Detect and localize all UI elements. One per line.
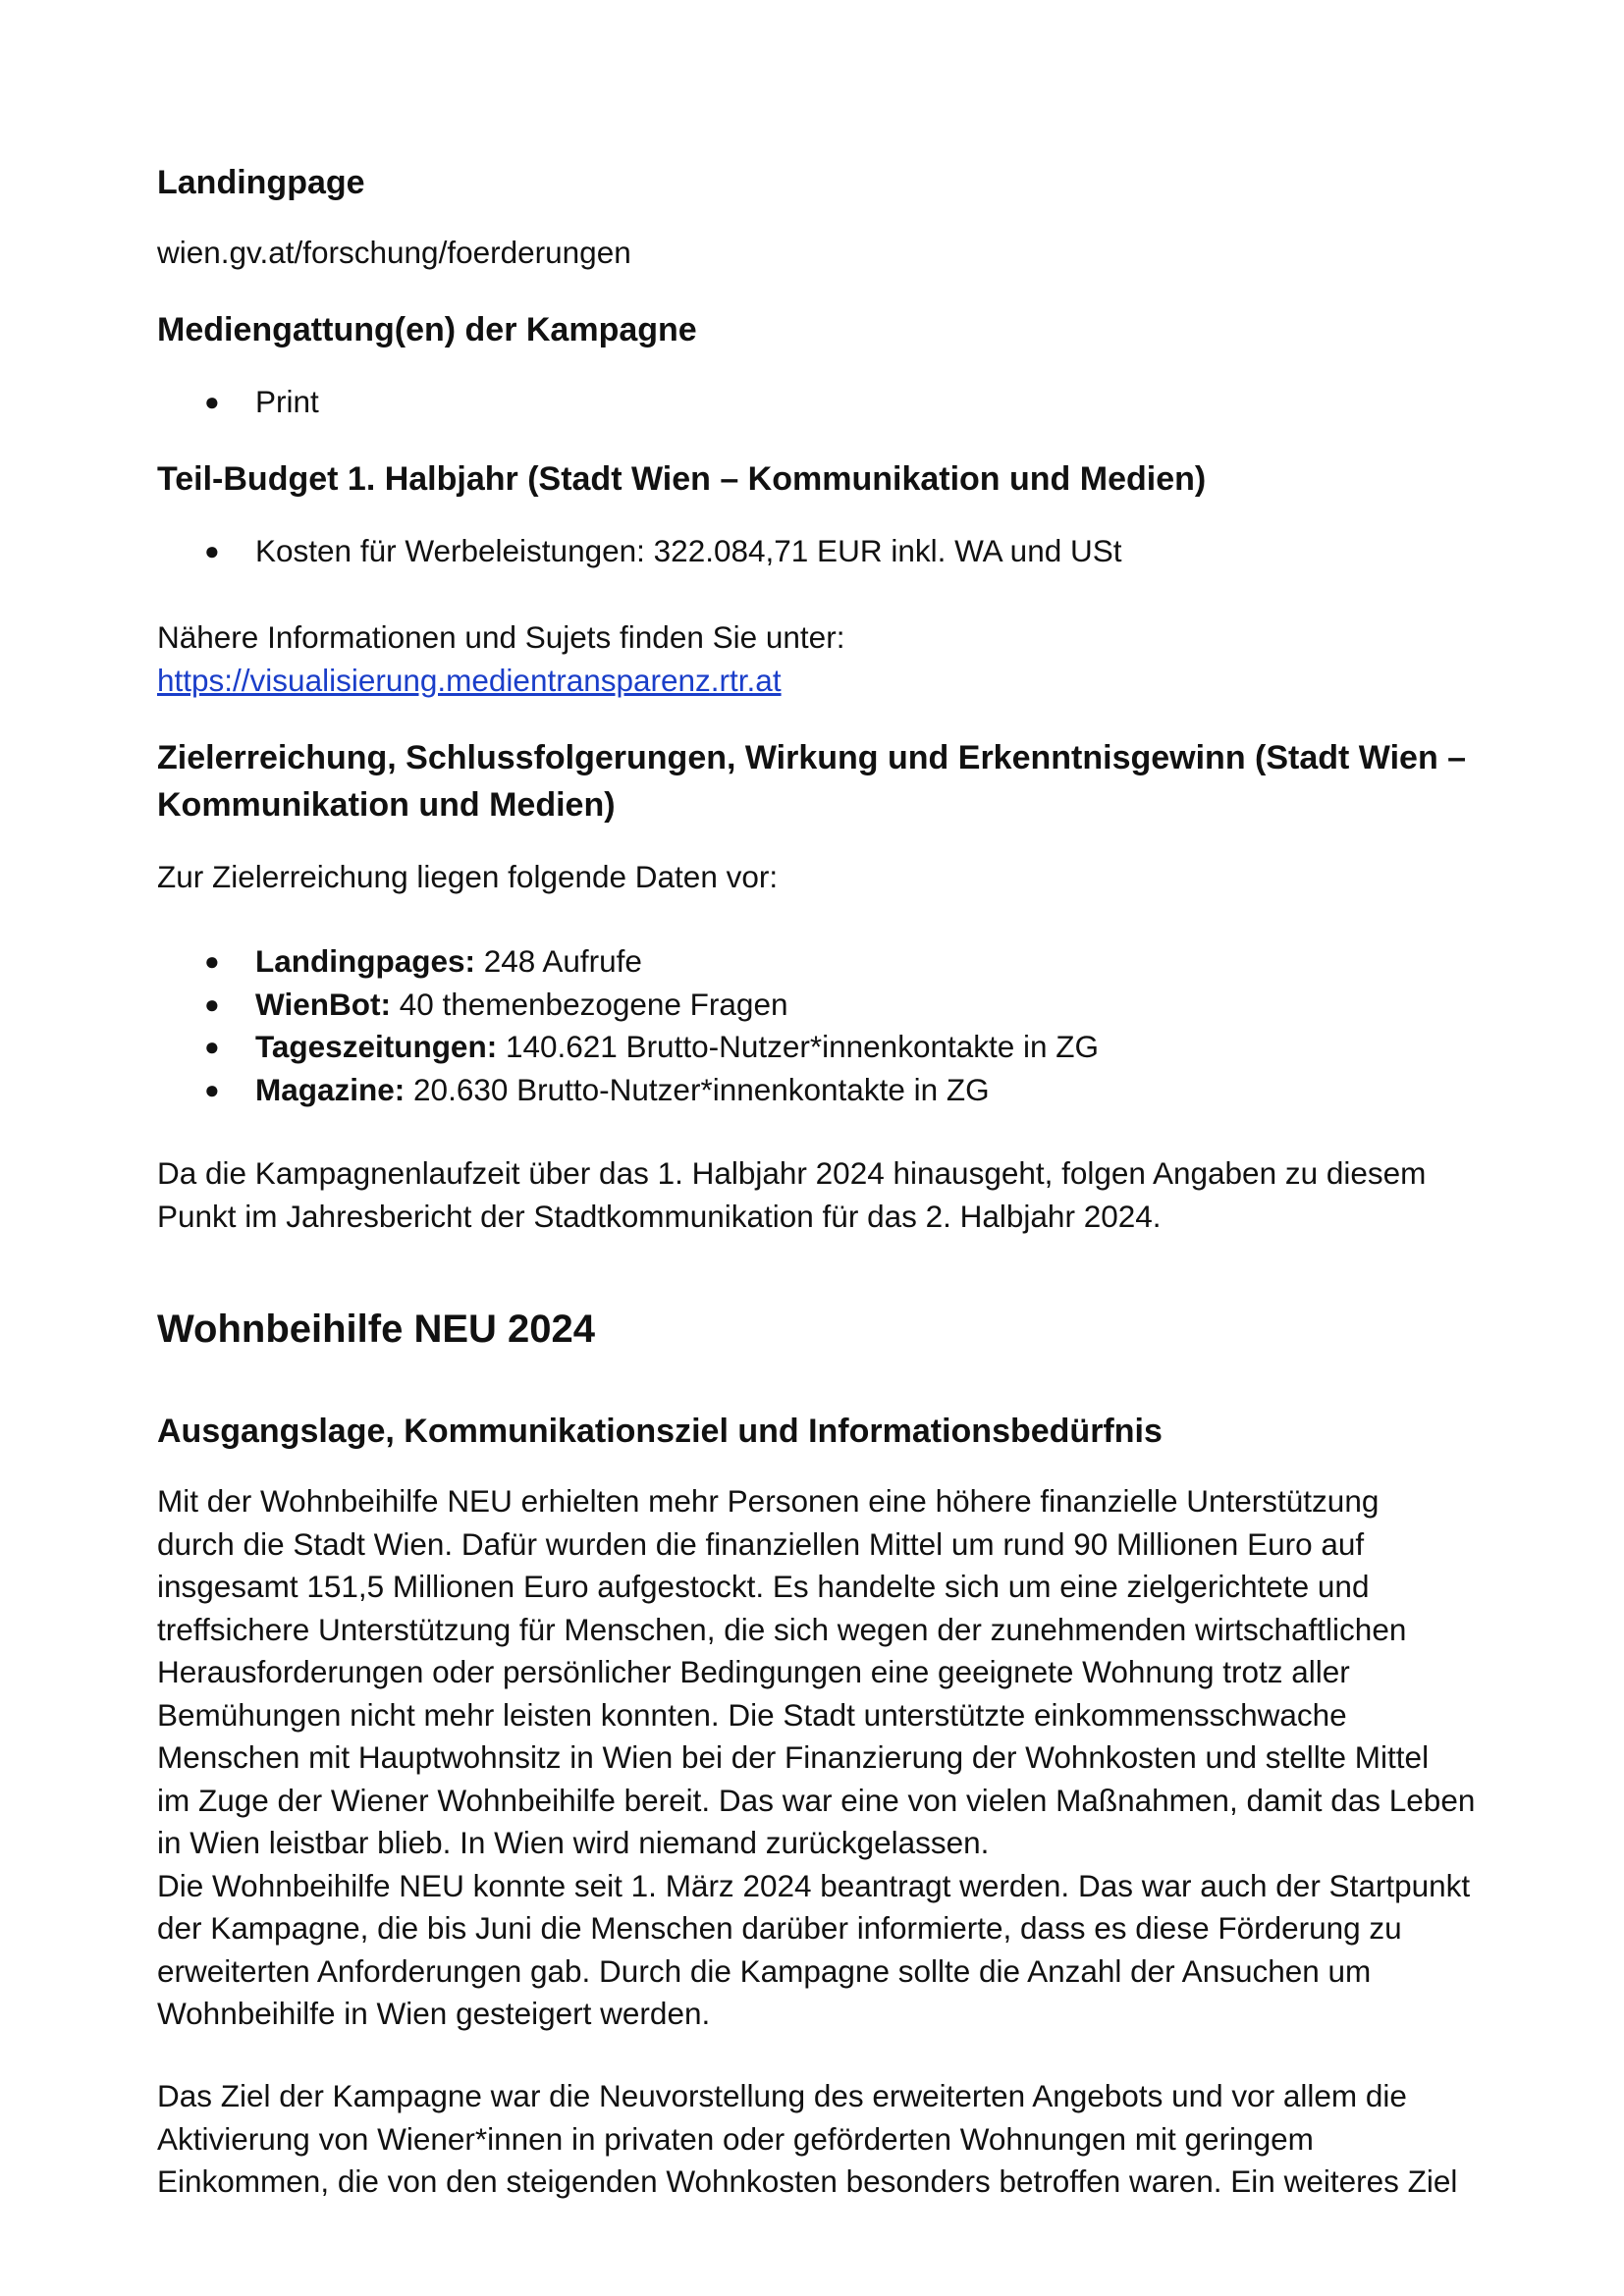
info-text: Nähere Informationen und Sujets finden Sie unter: https://visualisierung.medientransparenz.rtr.at — [157, 616, 1492, 702]
list-item: ● Kosten für Werbeleistungen: 322.084,71 EUR inkl. WA und USt — [157, 530, 1492, 573]
bullet-icon: ● — [204, 988, 220, 1019]
list-item: ● Landingpages: 248 Aufrufe — [157, 940, 1492, 984]
section-title: Wohnbeihilfe NEU 2024 — [157, 1308, 596, 1351]
media-list — [157, 381, 1492, 424]
results-intro: Zur Zielerreichung liegen folgende Daten vor: — [157, 859, 779, 894]
section-paragraph-1: Mit der Wohnbeihilfe NEU erhielten mehr Personen eine höhere finanzielle Unterstützung durch die Stadt Wien. Dafür wurden die finanziellen Mittel um rund 90 Millionen Euro auf insgesamt 151,5 Millionen Euro aufgestockt. Es handelte sich um eine zielgerichtete und treffsichere Unterstützung für Menschen, die sich wegen der zunehmenden wirtschaftlichen Herausforderungen oder persönlicher Bedingungen eine geeignete Wohnung trotz aller Bemühungen nicht mehr leisten konnten. Die Stadt unterstützte einkommensschwache Menschen mit Hauptwohnsitz in Wien bei der Finanzierung der Wohnkosten und stellte Mittel im Zuge der Wiener Wohnbeihilfe bereit. Das war eine von vielen Maßnahmen, damit das Leben in Wien leistbar blieb. In Wien wird niemand zurückgelassen. Die Wohnbeihilfe NEU konnte seit 1. März 2024 beantragt werden. Das war auch der Startpunkt der Kampagne, die bis Juni die Menschen darüber informierte, dass es diese Förderung zu erweiterten Anforderungen gab. Durch die Kampagne sollte die Anzahl der Ansuchen um Wohnbeihilfe in Wien gesteigert werden. — [157, 1483, 1476, 2031]
budget-list — [157, 530, 1492, 573]
list-item: ● Magazine: 20.630 Brutto-Nutzer*innenkontakte in ZG — [157, 1069, 1492, 1112]
bullet-icon: ● — [204, 536, 220, 565]
landingpage-url: wien.gv.at/forschung/foerderungen — [157, 235, 631, 270]
landingpage-heading: Landingpage — [157, 164, 365, 201]
list-item: ● Print — [157, 381, 1492, 424]
budget-heading: Teil-Budget 1. Halbjahr (Stadt Wien – Kommunikation und Medien) — [157, 460, 1207, 498]
section-paragraph-2: Das Ziel der Kampagne war die Neuvorstellung des erweiterten Angebots und vor allem die Aktivierung von Wiener*innen in privaten oder geförderten Wohnungen mit geringem Einkommen, die von den steigenden Wohnkosten besonders betroffen waren. Ein weiteres Ziel — [157, 2078, 1458, 2199]
bullet-icon: ● — [204, 1032, 220, 1061]
medientransparenz-link[interactable]: https://visualisierung.medientransparenz.rtr.at — [157, 662, 782, 698]
bullet-icon: ● — [204, 946, 220, 976]
results-closing: Da die Kampagnenlaufzeit über das 1. Halbjahr 2024 hinausgeht, folgen Angaben zu diesem Punkt im Jahresbericht der Stadtkommunikation für das 2. Halbjahr 2024. — [157, 1155, 1427, 1234]
bullet-icon: ● — [204, 387, 220, 416]
bullet-icon: ● — [204, 1074, 220, 1104]
results-list — [157, 940, 1492, 1111]
list-item: ● Tageszeitungen: 140.621 Brutto-Nutzer*innenkontakte in ZG — [157, 1026, 1492, 1069]
section-subheading: Ausgangslage, Kommunikationsziel und Informationsbedürfnis — [157, 1413, 1163, 1450]
results-heading: Zielerreichung, Schlussfolgerungen, Wirkung und Erkenntnisgewinn (Stadt Wien – Kommunikation und Medien) — [157, 739, 1467, 824]
media-heading: Mediengattung(en) der Kampagne — [157, 311, 697, 348]
list-item: ● WienBot: 40 themenbezogene Fragen — [157, 984, 1492, 1027]
